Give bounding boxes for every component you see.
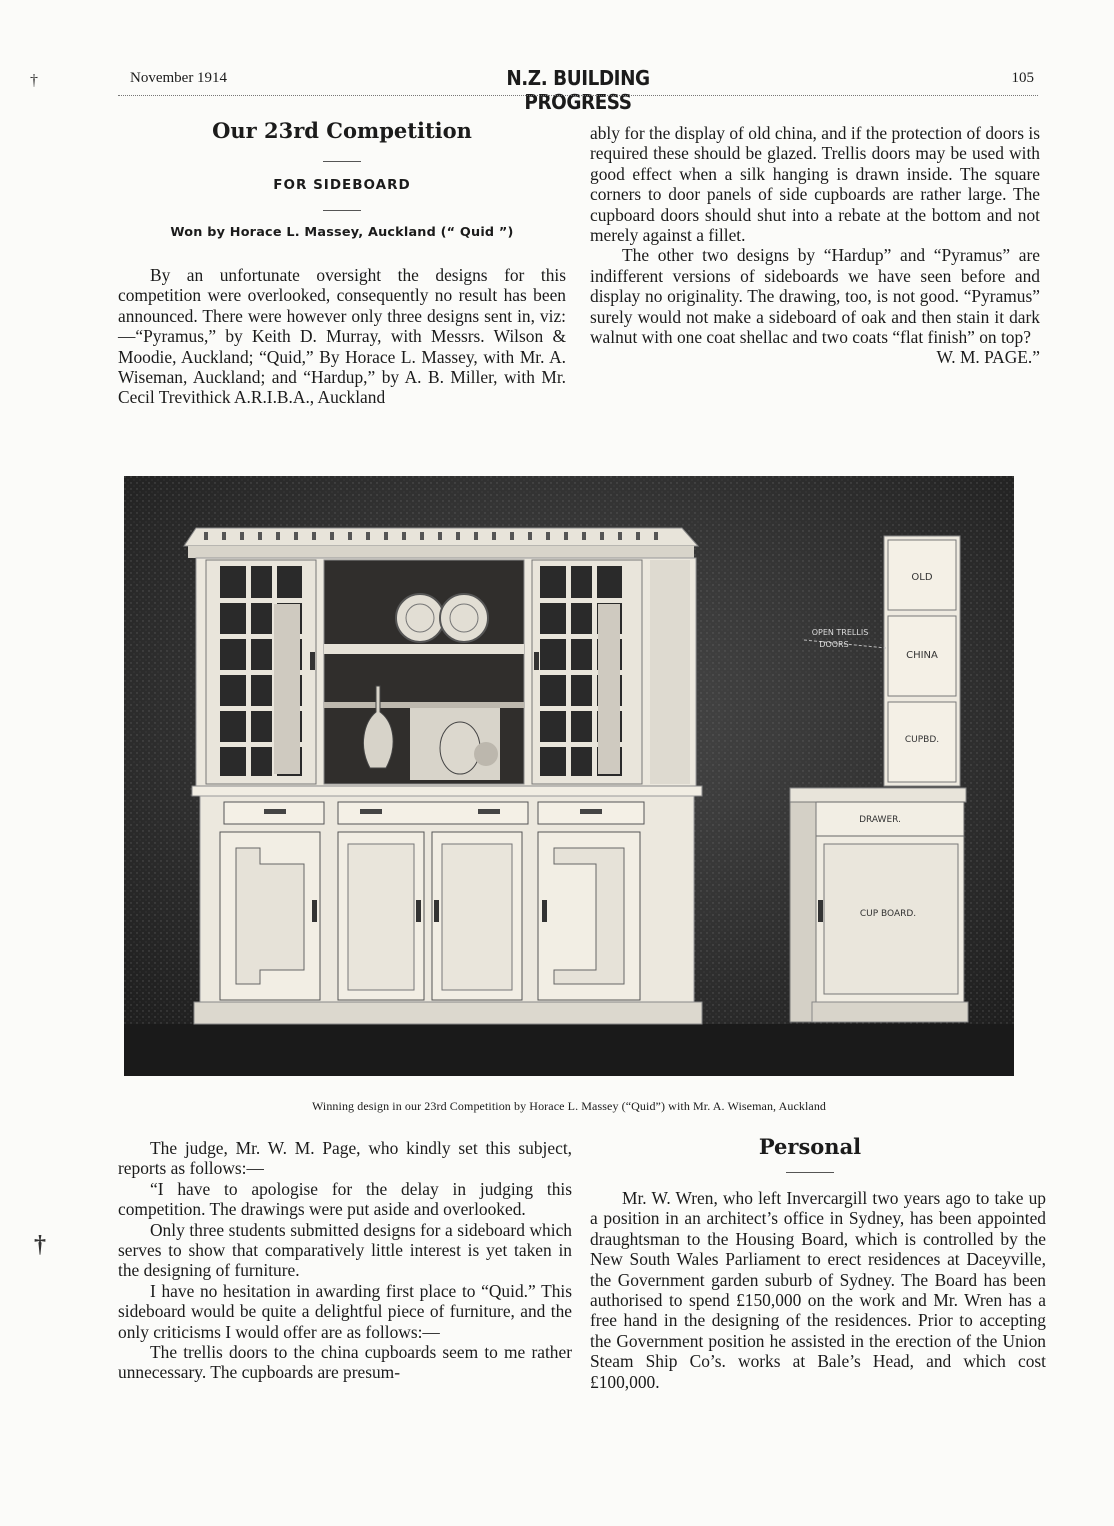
label-drawer: DRAWER.: [859, 815, 901, 825]
sideboard-illustration: [124, 476, 1014, 1076]
judge-report-column: [118, 1138, 572, 1383]
label-cupbd: CUPBD.: [904, 735, 940, 745]
label-old: OLD: [911, 572, 933, 583]
personal-paragraph: Mr. W. Wren, who left Invercargill two years ago to take up a position in an architect’s office in Sydney, has been appointed draughtsman to the Housing Board, which is controlled by the New South Wales Parliament to erect residences at Daceyville, the Government garden suburb of Sydney. The Board has been authorised to spend £150,000 on the work and Mr. Wren has a free hand in the designing of the residences. Prior to accepting the Government position he assisted in the erection of the Union Steam Ship Co’s. works at Bale’s Head, and which cost £100,000.: [590, 1188, 1046, 1392]
margin-mark-left: †: [34, 1232, 46, 1258]
judge-paragraph-2: “I have to apologise for the delay in judging this competition. The drawings were put aside and overlooked.: [118, 1178, 572, 1220]
page-header: [118, 66, 1038, 114]
label-china: CHINA: [906, 650, 938, 661]
header-page-number: 105: [1011, 70, 1034, 86]
header-date: November 1914: [130, 70, 228, 86]
judge-paragraph-4: I have no hesitation in awarding first place to “Quid.” This sideboard would be quite a delightful piece of furniture, and the only criticisms I would offer are as follows:—: [118, 1280, 572, 1342]
label-doors: DOORS: [819, 640, 849, 649]
sideboard-front-elevation: [184, 528, 702, 1024]
personal-column: [590, 1188, 1046, 1392]
competition-winner: Won by Horace L. Massey, Auckland (“ Quid ”): [170, 225, 514, 240]
personal-rule: [786, 1172, 834, 1173]
title-rule: [323, 161, 361, 162]
judge-paragraph-3: Only three students submitted designs for a sideboard which serves to show that comparatively little interest is yet taken in the designing of furniture.: [118, 1219, 572, 1281]
header-rule: [118, 95, 1038, 96]
competition-title: Our 23rd Competition: [212, 118, 472, 143]
judge-signature: W. M. PAGE.”: [936, 347, 1040, 368]
continuation-column: [590, 123, 1040, 368]
personal-title: Personal: [758, 1134, 862, 1159]
figure-caption: Winning design in our 23rd Competition by Horace L. Massey (“Quid”) with Mr. A. Wiseman, Auckland: [311, 1099, 827, 1113]
label-cupboard: CUP BOARD.: [859, 909, 917, 919]
header-title: N.Z. BUILDING PROGRESS: [506, 66, 650, 114]
margin-mark-top: †: [30, 72, 38, 89]
continuation-paragraph-2: The other two designs by “Hardup” and “Pyramus” are indifferent versions of sideboards we have seen before and display no originality. The drawing, too, is not good. “Pyramus” surely would not make a sideboard of oak and then stain it dark walnut with one coat shellac and two coats “flat finish” on top?: [590, 245, 1040, 348]
intro-paragraph: By an unfortunate oversight the designs for this competition were overlooked, consequently no result has been announced. There were however only three designs sent in, viz:—“Pyramus,” by Keith D. Murray, with Messrs. Wilson & Moodie, Auckland; “Quid,” By Horace L. Massey, with Mr. A. Wiseman, Auckland; and “Hardup,” by A. B. Miller, with Mr. Cecil Trevithick A.R.I.B.A., Auckland: [118, 265, 566, 408]
continuation-paragraph-1: ably for the display of old china, and if the protection of doors is required these should be glazed. Trellis doors may be used with good effect when a silk hanging is drawn inside. The square corners to door panels of side cupboards are rather large. The cupboard doors should shut into a rebate at the bottom and not merely against a fillet.: [590, 123, 1040, 246]
label-open-trellis: OPEN TRELLIS: [811, 628, 869, 637]
intro-column: [118, 265, 566, 408]
sideboard-drawing: [124, 476, 1014, 1076]
judge-paragraph-1: The judge, Mr. W. M. Page, who kindly set this subject, reports as follows:—: [118, 1138, 572, 1179]
subtitle-rule: [323, 210, 361, 211]
judge-paragraph-5: The trellis doors to the china cupboards seem to me rather unnecessary. The cupboards are presum-: [118, 1342, 572, 1383]
competition-subtitle: FOR SIDEBOARD: [273, 177, 411, 193]
